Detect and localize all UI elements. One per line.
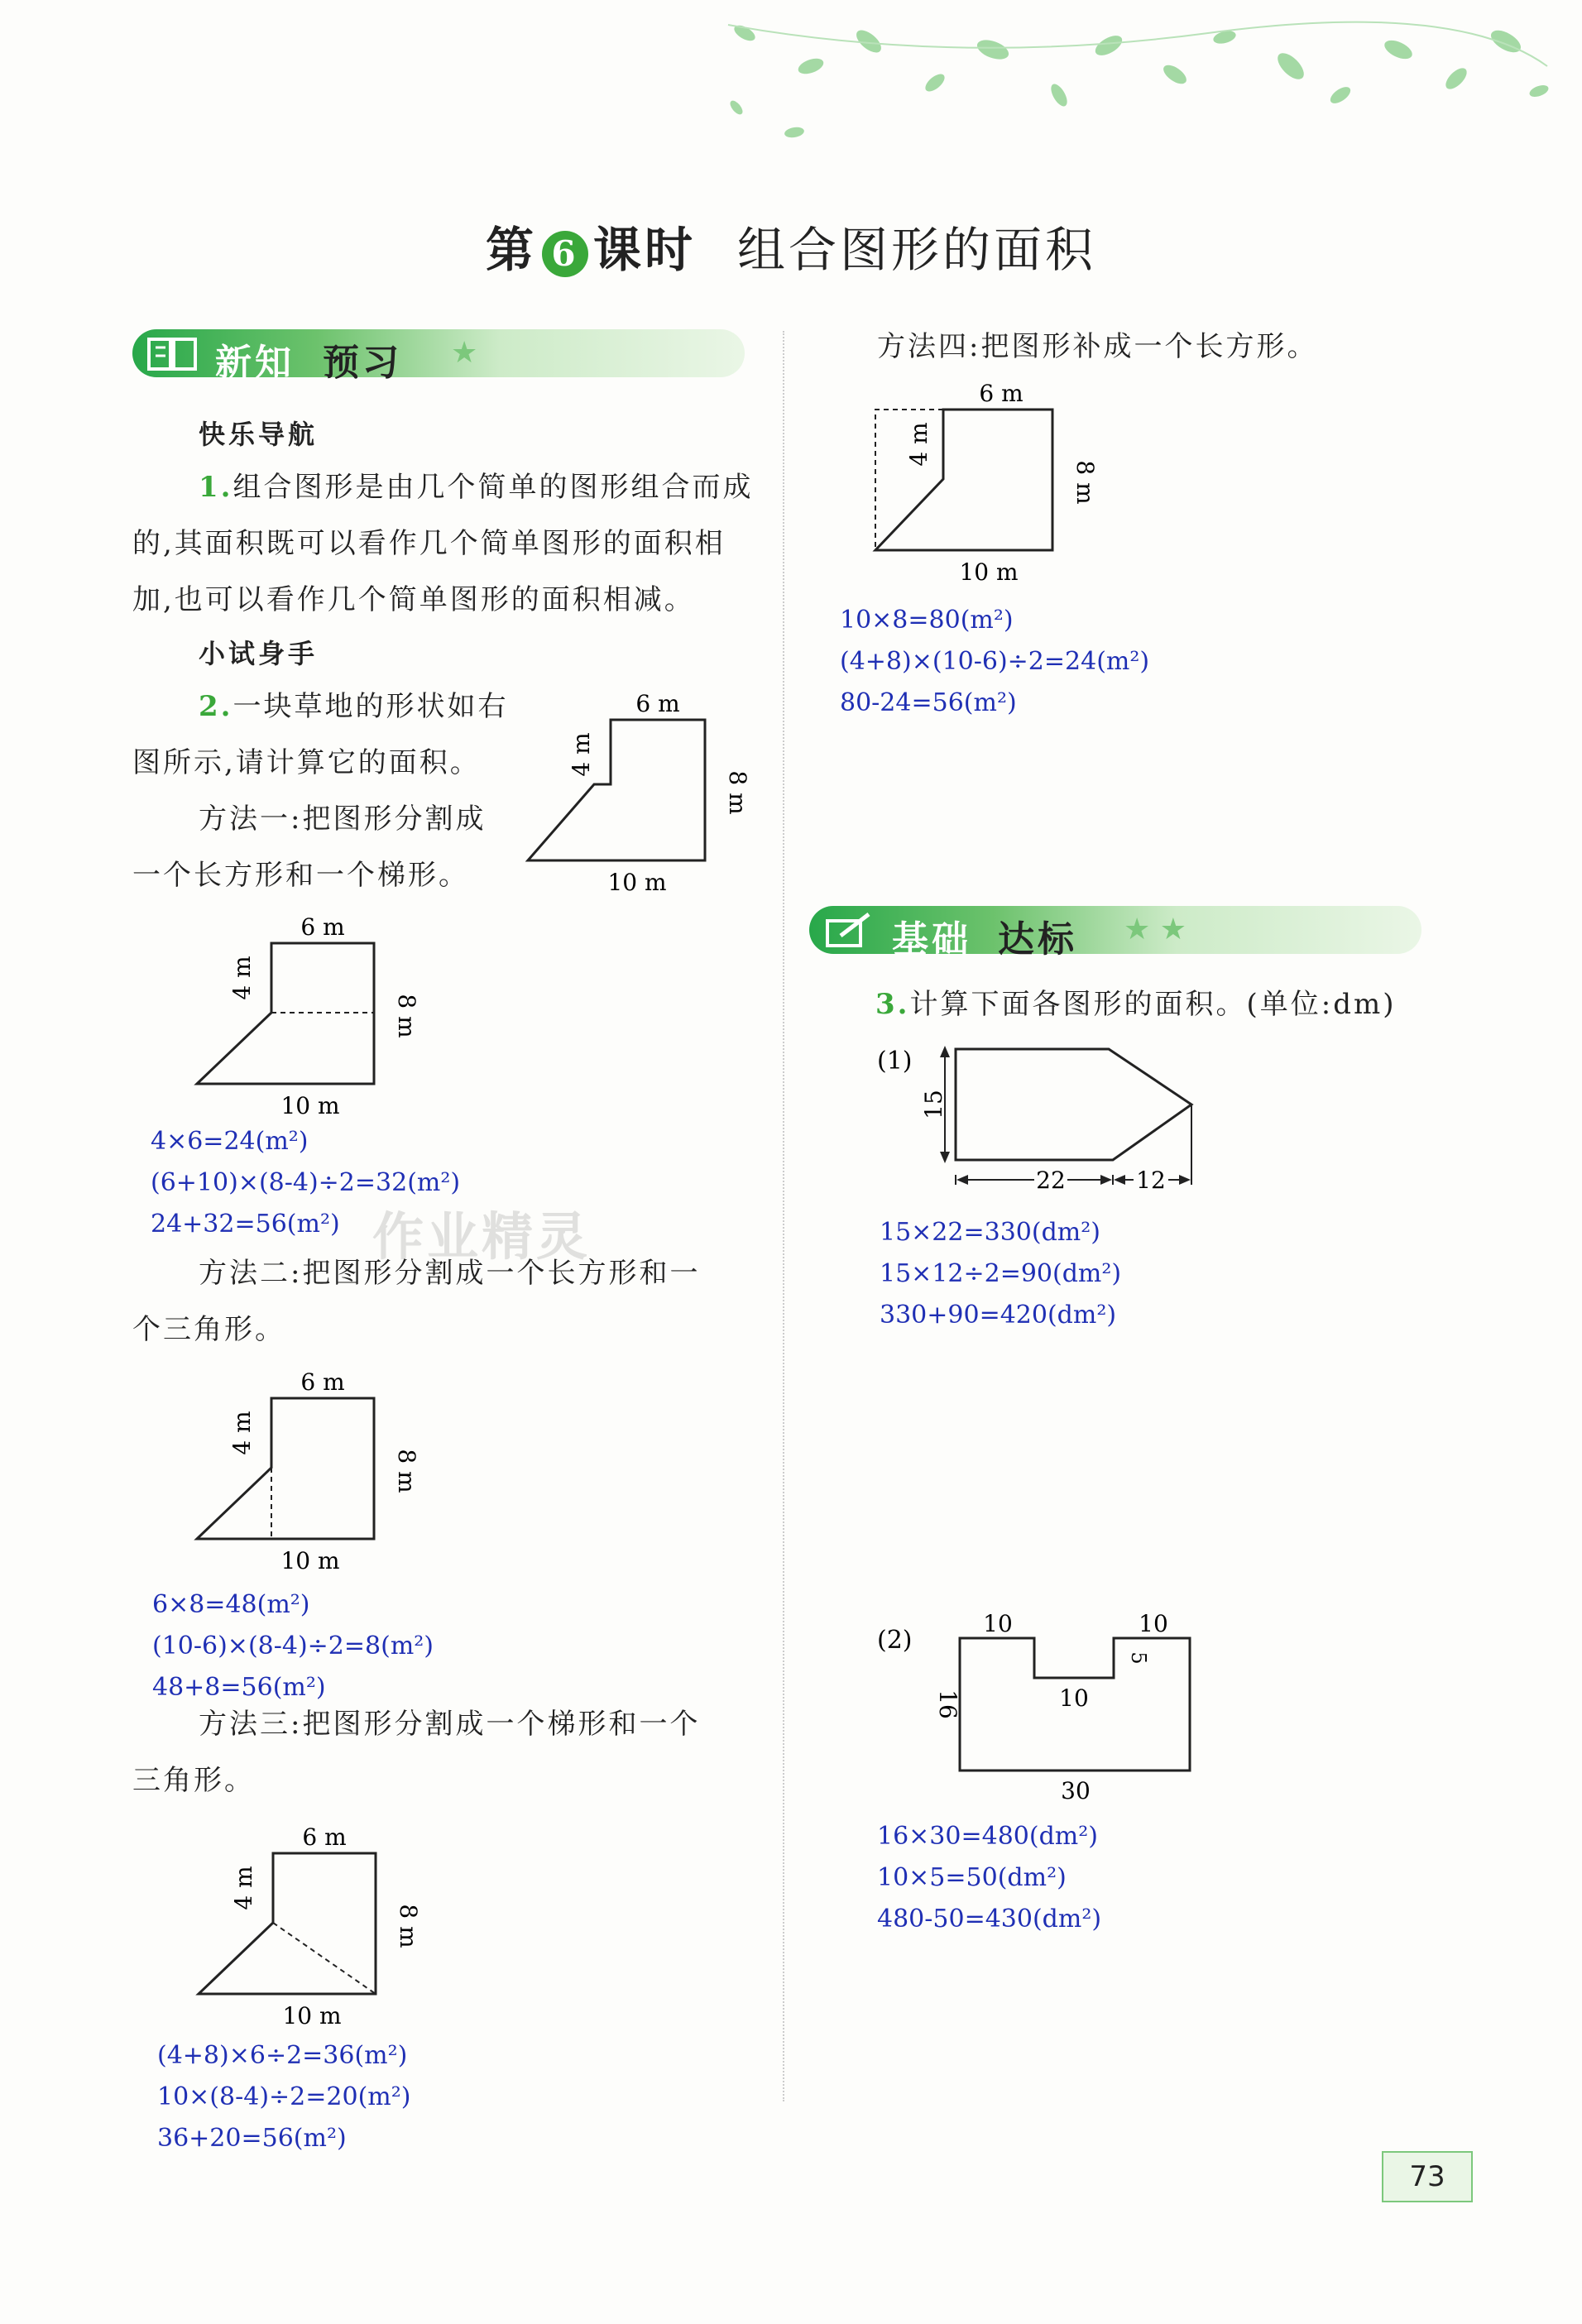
q2-text: 2.一块草地的形状如右 图所示,请计算它的面积。 方法一:把图形分割成 一个长方形和一个梯形。 bbox=[132, 690, 509, 892]
svg-text:(2): (2) bbox=[877, 1626, 913, 1655]
method1-answers: 4×6=24(m²) (6+10)×(8-4)÷2=32(m²) 24+32=56(m²) bbox=[151, 1127, 461, 1239]
svg-text:5: 5 bbox=[1127, 1651, 1150, 1665]
svg-text:10: 10 bbox=[983, 1613, 1013, 1637]
svg-text:10 m: 10 m bbox=[959, 558, 1019, 586]
method4-figure bbox=[861, 376, 1109, 592]
banner-basic: 基础 达标 ★ ★ bbox=[809, 906, 1421, 954]
method3-text: 方法三:把图形分割成一个梯形和一个 三角形。 bbox=[132, 1708, 701, 1797]
svg-text:4 m: 4 m bbox=[228, 956, 256, 1000]
svg-text:8 m: 8 m bbox=[393, 994, 420, 1038]
svg-text:6 m: 6 m bbox=[300, 913, 345, 941]
svg-text:6 m: 6 m bbox=[300, 1368, 345, 1396]
method2-answers: 6×8=48(m²) (10-6)×(8-4)÷2=8(m²) 48+8=56(m²) bbox=[152, 1590, 434, 1702]
lesson-number-badge: 6 bbox=[542, 231, 588, 277]
page-number: 73 bbox=[1382, 2151, 1473, 2202]
svg-text:15: 15 bbox=[920, 1090, 947, 1119]
svg-text:10 m: 10 m bbox=[280, 1092, 340, 1119]
page-title: 第 6 课时 组合图形的面积 bbox=[485, 222, 1097, 278]
problem1-answers: 15×22=330(dm²) 15×12÷2=90(dm²) 330+90=420(dm²) bbox=[880, 1218, 1122, 1330]
svg-text:8 m: 8 m bbox=[1071, 460, 1099, 505]
svg-text:8 m: 8 m bbox=[395, 1904, 422, 1948]
method2-figure bbox=[182, 1365, 430, 1580]
pencil-icon bbox=[824, 913, 874, 949]
column-divider bbox=[783, 331, 784, 2101]
problem1-figure bbox=[869, 1034, 1216, 1216]
svg-text:6 m: 6 m bbox=[979, 380, 1024, 407]
svg-text:6 m: 6 m bbox=[635, 690, 680, 717]
svg-text:10 m: 10 m bbox=[282, 2002, 342, 2029]
nav-heading: 快乐导航 bbox=[199, 419, 319, 450]
svg-text:4 m: 4 m bbox=[905, 422, 932, 467]
problem2-figure bbox=[869, 1613, 1216, 1812]
svg-text:10: 10 bbox=[1139, 1613, 1168, 1637]
svg-text:(1): (1) bbox=[877, 1047, 913, 1076]
banner-preview: 新知 预习 ★ bbox=[132, 329, 745, 377]
svg-text:6 m: 6 m bbox=[302, 1823, 347, 1851]
lesson-topic: 组合图形的面积 bbox=[737, 222, 1097, 278]
q3-text: 3.计算下面各图形的面积。(单位:dm) bbox=[875, 988, 1397, 1021]
method4-answers: 10×8=80(m²) (4+8)×(10-6)÷2=24(m²) 80-24=56(m²) bbox=[840, 606, 1150, 717]
svg-text:10 m: 10 m bbox=[607, 869, 667, 896]
method3-figure bbox=[184, 1820, 432, 2035]
leaves-decoration bbox=[712, 17, 1556, 149]
watermark: 作业精灵 bbox=[372, 1206, 592, 1267]
svg-text:12: 12 bbox=[1136, 1167, 1166, 1194]
method3-answers: (4+8)×6÷2=36(m²) 10×(8-4)÷2=20(m²) 36+20=56(m²) bbox=[157, 2041, 411, 2153]
svg-text:4 m: 4 m bbox=[230, 1866, 257, 1910]
method4-text: 方法四:把图形补成一个长方形。 bbox=[877, 330, 1318, 363]
try-heading: 小试身手 bbox=[199, 638, 319, 669]
svg-text:10: 10 bbox=[1059, 1684, 1089, 1712]
svg-text:4 m: 4 m bbox=[568, 732, 595, 777]
svg-text:16: 16 bbox=[934, 1689, 961, 1719]
method2-text: 方法二:把图形分割成一个长方形和一 个三角形。 bbox=[132, 1257, 701, 1346]
book-icon bbox=[147, 336, 197, 372]
problem2-answers: 16×30=480(dm²) 10×5=50(dm²) 480-50=430(dm²) bbox=[877, 1822, 1102, 1933]
svg-text:30: 30 bbox=[1061, 1777, 1091, 1804]
svg-text:8 m: 8 m bbox=[393, 1449, 420, 1493]
q2-figure bbox=[513, 687, 761, 902]
svg-text:10 m: 10 m bbox=[280, 1547, 340, 1574]
q1-text: 1.组合图形是由几个简单的图形组合而成 的,其面积既可以看作几个简单图形的面积相 加,也可以看作几个简单图形的面积相减。 bbox=[132, 471, 754, 616]
stars-icon: ★ ★ bbox=[1124, 913, 1186, 946]
svg-text:4 m: 4 m bbox=[228, 1411, 256, 1455]
svg-text:8 m: 8 m bbox=[724, 770, 751, 815]
svg-text:22: 22 bbox=[1036, 1167, 1066, 1194]
method1-figure bbox=[182, 910, 430, 1125]
stars-icon: ★ bbox=[451, 336, 478, 370]
